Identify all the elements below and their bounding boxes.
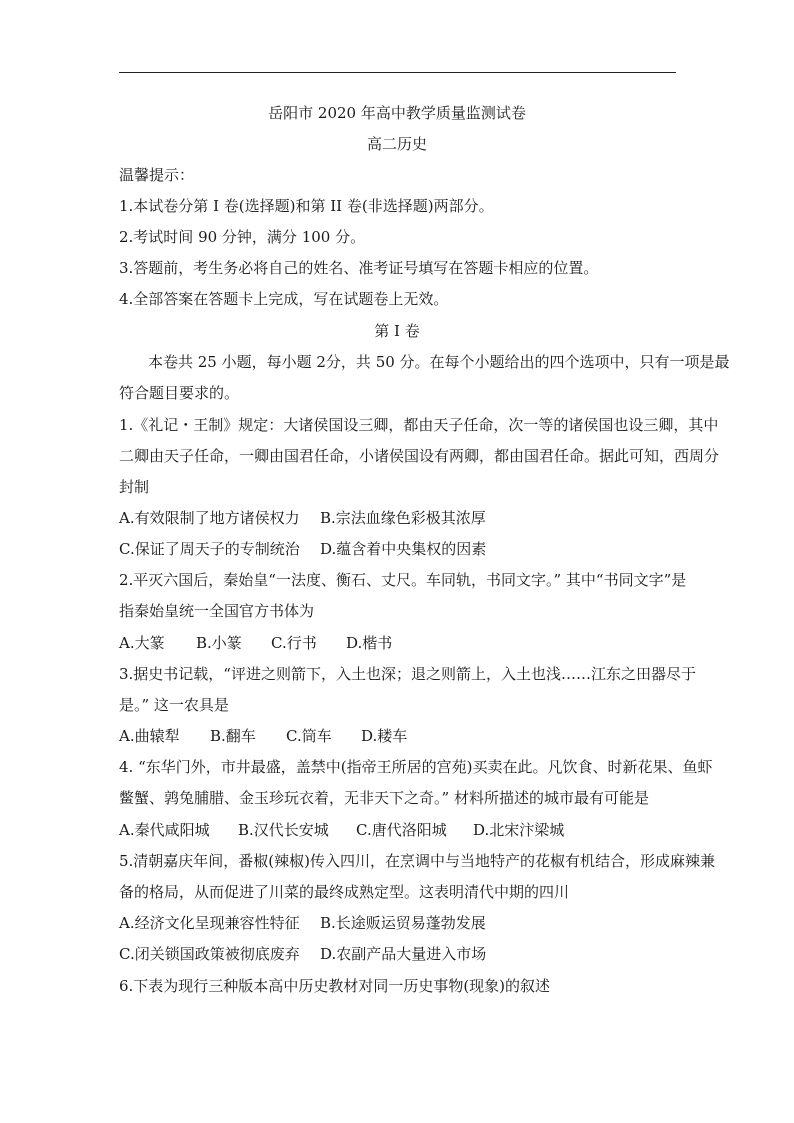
- notice-item: 2.考试时间 90 分钟，满分 100 分。: [119, 228, 366, 246]
- question-5-stem: 5.清朝嘉庆年间，番椒(辣椒)传入四川，在烹调中与当地特产的花椒有机结合，形成麻辣兼: [119, 852, 716, 870]
- section-intro: 符合题目要求的。: [119, 384, 240, 402]
- question-3-stem: 是。” 这一农具是: [119, 696, 229, 714]
- question-2-option-b: B.小篆: [196, 634, 242, 652]
- section-intro: 本卷共 25 小题，每小题 2分，共 50 分。在每个小题给出的四个选项中，只有一项是最: [148, 353, 730, 371]
- question-1-option-c: C.保证了周天子的专制统治: [119, 540, 300, 558]
- notice-item: 1.本试卷分第 I 卷(选择题)和第 II 卷(非选择题)两部分。: [119, 197, 494, 215]
- exam-subject: 高二历史: [366, 135, 427, 153]
- question-1-option-d: D.蕴含着中央集权的因素: [320, 540, 487, 558]
- question-2-stem: 2.平灭六国后，秦始皇“一法度、衡石、丈尺。车同轨，书同文字。” 其中“书同文字”是: [119, 571, 687, 589]
- question-5-option-a: A.经济文化呈现兼容性特征: [119, 914, 300, 932]
- header-rule: [119, 72, 676, 73]
- question-4-stem: 4. “东华门外，市井最盛，盖禁中(指帝王所居的宫苑)买卖在此。凡饮食、时新花果、鱼虾: [119, 758, 713, 776]
- question-3-stem: 3.据史书记载，“评进之则箭下，入土也深；退之则箭上，入土也浅……江东之田器尽于: [119, 665, 696, 683]
- question-3-option-d: D.耧车: [361, 727, 408, 745]
- question-1-stem: 二卿由天子任命，一卿由国君任命，小诸侯国设有两卿，都由国君任命。据此可知，西周分: [119, 447, 720, 465]
- question-1-option-a: A.有效限制了地方诸侯权力: [119, 509, 300, 527]
- question-1-option-b: B.宗法血缘色彩极其浓厚: [320, 509, 486, 527]
- question-5-option-c: C.闭关锁国政策被彻底废弃: [119, 945, 300, 963]
- question-6-stem: 6.下表为现行三种版本高中历史教材对同一历史事物(现象)的叙述: [119, 977, 551, 995]
- notice-heading: 温馨提示：: [119, 166, 195, 184]
- notice-item: 3.答题前，考生务必将自己的姓名、准考证号填写在答题卡相应的位置。: [119, 259, 599, 277]
- question-5-option-b: B.长途贩运贸易蓬勃发展: [320, 914, 486, 932]
- question-4-option-d: D.北宋汴梁城: [473, 821, 565, 839]
- question-4-option-b: B.汉代长安城: [238, 821, 329, 839]
- question-4-option-a: A.秦代咸阳城: [119, 821, 210, 839]
- question-5-stem: 备的格局，从而促进了川菜的最终成熟定型。这表明清代中期的四川: [119, 883, 570, 901]
- question-4-stem: 鳖蟹、鹑兔脯腊、金玉珍玩衣着，无非天下之奇。” 材料所描述的城市最有可能是: [119, 789, 649, 807]
- exam-title: 岳阳市 2020 年高中教学质量监测试卷: [268, 104, 526, 122]
- question-3-option-c: C.筒车: [286, 727, 332, 745]
- question-2-option-a: A.大篆: [119, 634, 165, 652]
- question-5-option-d: D.农副产品大量进入市场: [320, 945, 487, 963]
- notice-item: 4.全部答案在答题卡上完成，写在试题卷上无效。: [119, 290, 449, 308]
- question-2-stem: 指秦始皇统一全国官方书体为: [119, 602, 315, 620]
- question-1-stem: 1.《礼记・王制》规定：大诸侯国设三卿，都由天子任命，次一等的诸侯国也设三卿，其中: [119, 416, 719, 434]
- question-2-option-c: C.行书: [271, 634, 317, 652]
- question-4-option-c: C.唐代洛阳城: [356, 821, 447, 839]
- section-title: 第 I 卷: [374, 322, 420, 340]
- question-2-option-d: D.楷书: [346, 634, 393, 652]
- question-1-stem: 封制: [119, 478, 150, 496]
- question-3-option-a: A.曲辕犁: [119, 727, 180, 745]
- question-3-option-b: B.翻车: [210, 727, 256, 745]
